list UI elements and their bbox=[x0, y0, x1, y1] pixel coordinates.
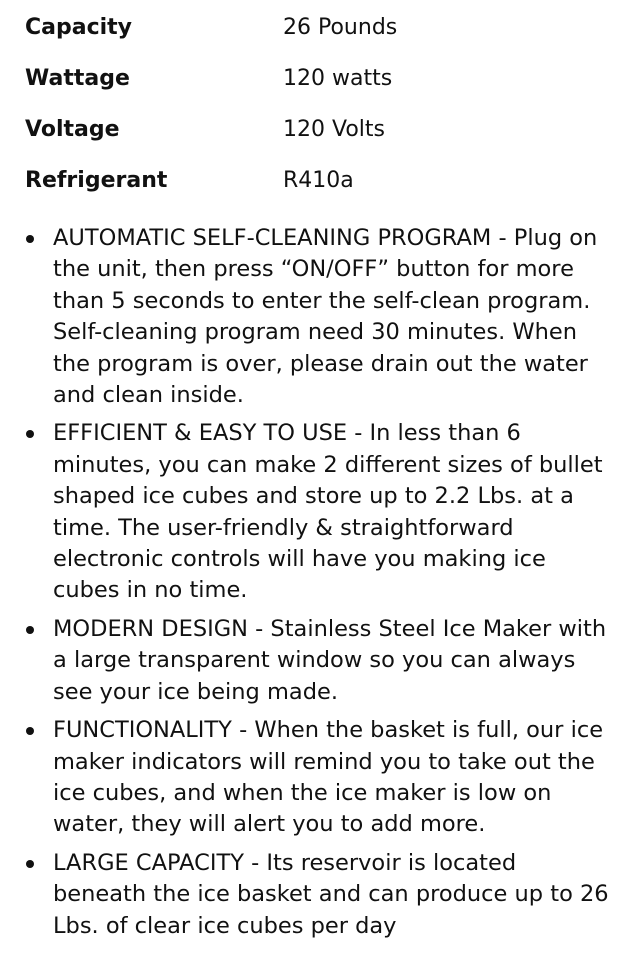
feature-bullet-modern-design bbox=[25, 614, 615, 708]
specifications-table bbox=[25, 0, 615, 204]
bullet-point-icon bbox=[26, 727, 34, 735]
feature-bullet-efficient bbox=[25, 418, 615, 606]
spec-value: R410a bbox=[283, 168, 354, 193]
feature-bullet-text: FUNCTIONALITY - When the basket is full, our ice maker indicators will remind you to take out the ice cubes, and when the ice maker is low on water, they will alert you to add more. bbox=[53, 717, 604, 838]
bullet-point-icon bbox=[26, 860, 34, 868]
spec-value: 120 watts bbox=[283, 66, 393, 91]
spec-label: Refrigerant bbox=[25, 168, 168, 193]
feature-bullet-text: LARGE CAPACITY - Its reservoir is located beneath the ice basket and can produce up to 26 Lbs. of clear ice cubes per day bbox=[53, 849, 609, 939]
feature-bullet-text: MODERN DESIGN - Stainless Steel Ice Maker with a large transparent window so you can always see your ice being made. bbox=[53, 615, 607, 705]
feature-bullet-text: AUTOMATIC SELF-CLEANING PROGRAM - Plug on the unit, then press “ON/OFF” button for more than 5 seconds to enter the self-clean program. Self-cleaning program need 30 minutes. When the program is over, please drain out the water and clean inside. bbox=[53, 225, 598, 409]
bullet-point-icon bbox=[26, 235, 34, 243]
spec-label: Capacity bbox=[25, 15, 133, 40]
feature-bullet-text: EFFICIENT & EASY TO USE - In less than 6 minutes, you can make 2 different sizes of bullet shaped ice cubes and store up to 2.2 Lbs. at a time. The user-friendly & straightforward electronic controls will have you making ice cubes in no time. bbox=[53, 420, 603, 604]
feature-bullet-list bbox=[25, 223, 615, 949]
spec-row-capacity bbox=[25, 0, 615, 51]
bullet-point-icon bbox=[26, 626, 34, 634]
spec-label: Voltage bbox=[25, 117, 120, 142]
spec-value: 26 Pounds bbox=[283, 15, 398, 40]
feature-bullet-self-cleaning bbox=[25, 223, 615, 411]
feature-bullet-large-capacity bbox=[25, 848, 615, 942]
feature-bullet-functionality bbox=[25, 715, 615, 841]
spec-row-wattage bbox=[25, 51, 615, 102]
spec-value: 120 Volts bbox=[283, 117, 385, 142]
spec-label: Wattage bbox=[25, 66, 130, 91]
spec-row-refrigerant bbox=[25, 153, 615, 204]
bullet-point-icon bbox=[26, 430, 34, 438]
spec-row-voltage bbox=[25, 102, 615, 153]
